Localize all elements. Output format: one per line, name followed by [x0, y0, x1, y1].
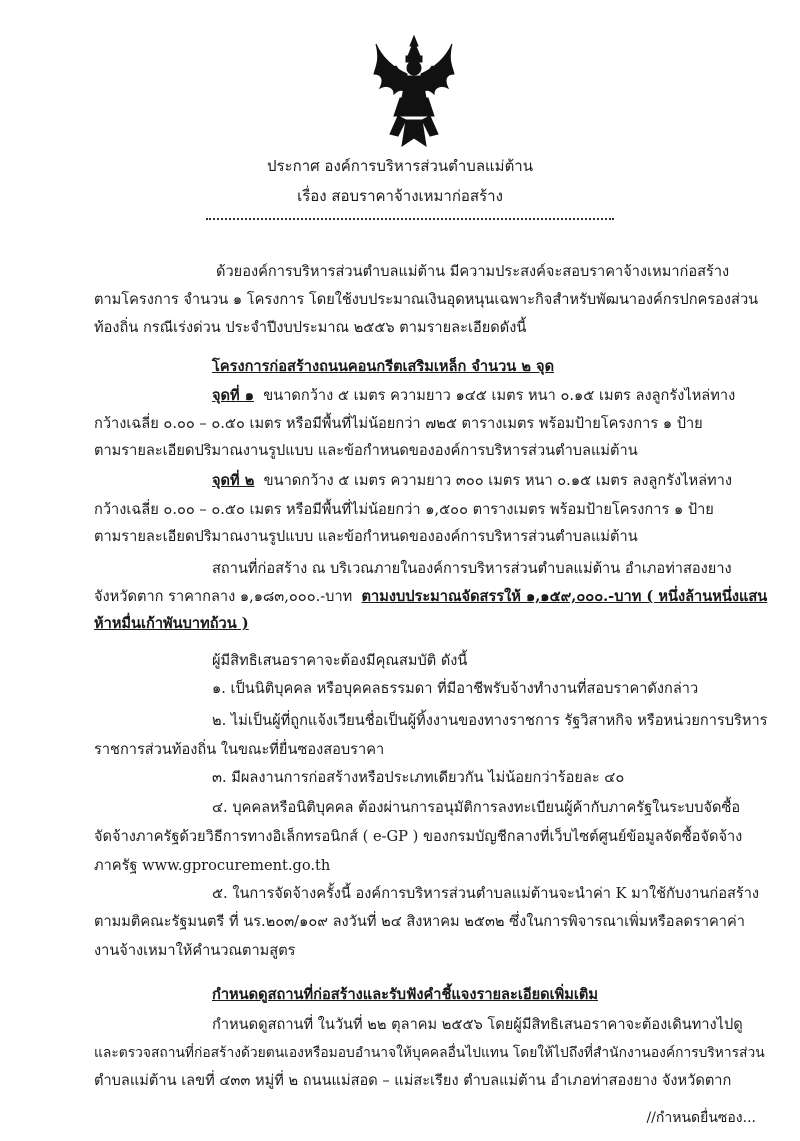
qualification-3: ๓. มีผลงานการก่อสร้างหรือประเภทเดียวกัน ไม่น้อยกว่าร้อยละ ๔๐ — [212, 769, 625, 786]
separator-line — [206, 218, 614, 220]
point1-line-2: กว้างเฉลี่ย ๐.๐๐ – ๐.๕๐ เมตร หรือมีพื้นที่ไม่น้อยกว่า ๗๒๕ ตารางเมตร พร้อมป้ายโครงการ ๑ ป้าย — [94, 415, 703, 432]
qualification-5-line-1: ๕. ในการจัดจ้างครั้งนี้ องค์การบริหารส่วนตำบลแม่ต้านจะนำค่า K มาใช้กับงานก่อสร้าง — [212, 885, 760, 902]
site-visit-line-3: ตำบลแม่ต้าน เลขที่ ๔๓๓ หมู่ที่ ๒ ถนนแม่สอด – แม่สะเรียง ตำบลแม่ต้าน อำเภอท่าสองยาง จังหวัดตาก — [94, 1072, 732, 1089]
qualification-4-line-2: จัดจ้างภาครัฐด้วยวิธีการทางอิเล็กทรอนิกส์ ( e-GP ) ของกรมบัญชีกลางที่เว็บไซต์ศูนย์ข้อมูลจัดซื้อจัดจ้าง — [94, 828, 743, 845]
site-visit-heading: กำหนดดูสถานที่ก่อสร้างและรับฟังคำชี้แจงรายละเอียดเพิ่มเติม — [212, 986, 598, 1003]
qualification-5-line-3: งานจ้างเหมาให้คำนวณตามสูตร — [94, 942, 296, 959]
qualification-5-line-2: ตามมติคณะรัฐมนตรี ที่ นร.๒๐๓/๑๐๙ ลงวันที่ ๒๔ สิงหาคม ๒๕๓๒ ซึ่งในการพิจารณาเพิ่มหรือลดราคาค่า — [94, 913, 745, 930]
point2-line-3: ตามรายละเอียดปริมาณงานรูปแบบ และข้อกำหนดขององค์การบริหารส่วนตำบลแม่ต้าน — [94, 528, 638, 545]
point1-text: ขนาดกว้าง ๕ เมตร ความยาว ๑๔๕ เมตร หนา ๐.๑๕ เมตร ลงลูกรังไหล่ทาง — [263, 387, 736, 404]
site-visit-line-1: กำหนดดูสถานที่ ในวันที่ ๒๒ ตุลาคม ๒๕๕๖ โดยผู้มีสิทธิเสนอราคาจะต้องเดินทางไปดู — [212, 1016, 743, 1033]
point1-line-3: ตามรายละเอียดปริมาณงานรูปแบบ และข้อกำหนดขององค์การบริหารส่วนตำบลแม่ต้าน — [94, 442, 638, 459]
price-budget: ตามงบประมาณจัดสรรให้ ๑,๑๕๙,๐๐๐.-บาท ( หนึ่งล้านหนึ่งแสน — [361, 588, 768, 605]
price-words: ห้าหมื่นเก้าพันบาทถ้วน ) — [94, 615, 249, 632]
intro-line-3: ท้องถิ่น กรณีเร่งด่วน ประจำปีงบประมาณ ๒๕๕๖ ตามรายละเอียดดังนี้ — [94, 319, 527, 336]
point2-label: จุดที่ ๒ — [212, 472, 255, 489]
point2-line-1 — [212, 471, 732, 491]
qualification-intro: ผู้มีสิทธิเสนอราคาจะต้องมีคุณสมบัติ ดังนี้ — [212, 652, 468, 669]
site-visit-line-2: และตรวจสถานที่ก่อสร้างด้วยตนเองหรือมอบอำนาจให้บุคคลอื่นไปแทน โดยให้ไปถึงที่สำนักงานองค์การบริหารส่วน — [94, 1045, 765, 1061]
garuda-emblem-icon — [372, 34, 456, 150]
intro-line-2: ตามโครงการ จำนวน ๑ โครงการ โดยใช้งบประมาณเงินอุดหนุนเฉพาะกิจสำหรับพัฒนาองค์กรปกครองส่วน — [94, 291, 759, 308]
intro-line-1: ด้วยองค์การบริหารส่วนตำบลแม่ต้าน มีความประสงค์จะสอบราคาจ้างเหมาก่อสร้าง — [216, 263, 730, 280]
point1-label: จุดที่ ๑ — [212, 387, 254, 404]
price-line — [94, 587, 767, 607]
qualification-1: ๑. เป็นนิติบุคคล หรือบุคคลธรรมดา ที่มีอาชีพรับจ้างทำงานที่สอบราคาดังกล่าว — [212, 680, 699, 697]
qualification-4-line-3: ภาครัฐ www.gprocurement.go.th — [94, 857, 331, 874]
qualification-2-line-2: ราชการส่วนท้องถิ่น ในขณะที่ยื่นซองสอบราคา — [94, 741, 385, 758]
point2-line-2: กว้างเฉลี่ย ๐.๐๐ – ๐.๕๐ เมตร หรือมีพื้นที่ไม่น้อยกว่า ๑,๕๐๐ ตารางเมตร พร้อมป้ายโครงการ ๑ ป้าย — [94, 501, 714, 518]
qualification-4-line-1: ๔. บุคคลหรือนิติบุคคล ต้องผ่านการอนุมัติการลงทะเบียนผู้ค้ากับภาครัฐในระบบจัดซื้อ — [212, 799, 741, 816]
point1-line-1 — [212, 386, 735, 406]
qualification-2-line-1: ๒. ไม่เป็นผู้ที่ถูกแจ้งเวียนชื่อเป็นผู้ทิ้งงานของทางราชการ รัฐวิสาหกิจ หรือหน่วยการบริหาร — [212, 712, 768, 729]
continued-note: //กำหนดยื่นซอง... — [646, 1110, 756, 1126]
announcement-title: ประกาศ องค์การบริหารส่วนตำบลแม่ต้าน — [267, 157, 533, 175]
announcement-subject: เรื่อง สอบราคาจ้างเหมาก่อสร้าง — [297, 187, 503, 205]
location-line: สถานที่ก่อสร้าง ณ บริเวณภายในองค์การบริหารส่วนตำบลแม่ต้าน อำเภอท่าสองยาง — [212, 560, 732, 577]
price-reference: จังหวัดตาก ราคากลาง ๑,๑๘๓,๐๐๐.-บาท — [94, 588, 353, 605]
point2-text: ขนาดกว้าง ๕ เมตร ความยาว ๓๐๐ เมตร หนา ๐.๑๕ เมตร ลงลูกรังไหล่ทาง — [263, 472, 732, 489]
project-heading: โครงการก่อสร้างถนนคอนกรีตเสริมเหล็ก จำนวน ๒ จุด — [212, 358, 555, 375]
